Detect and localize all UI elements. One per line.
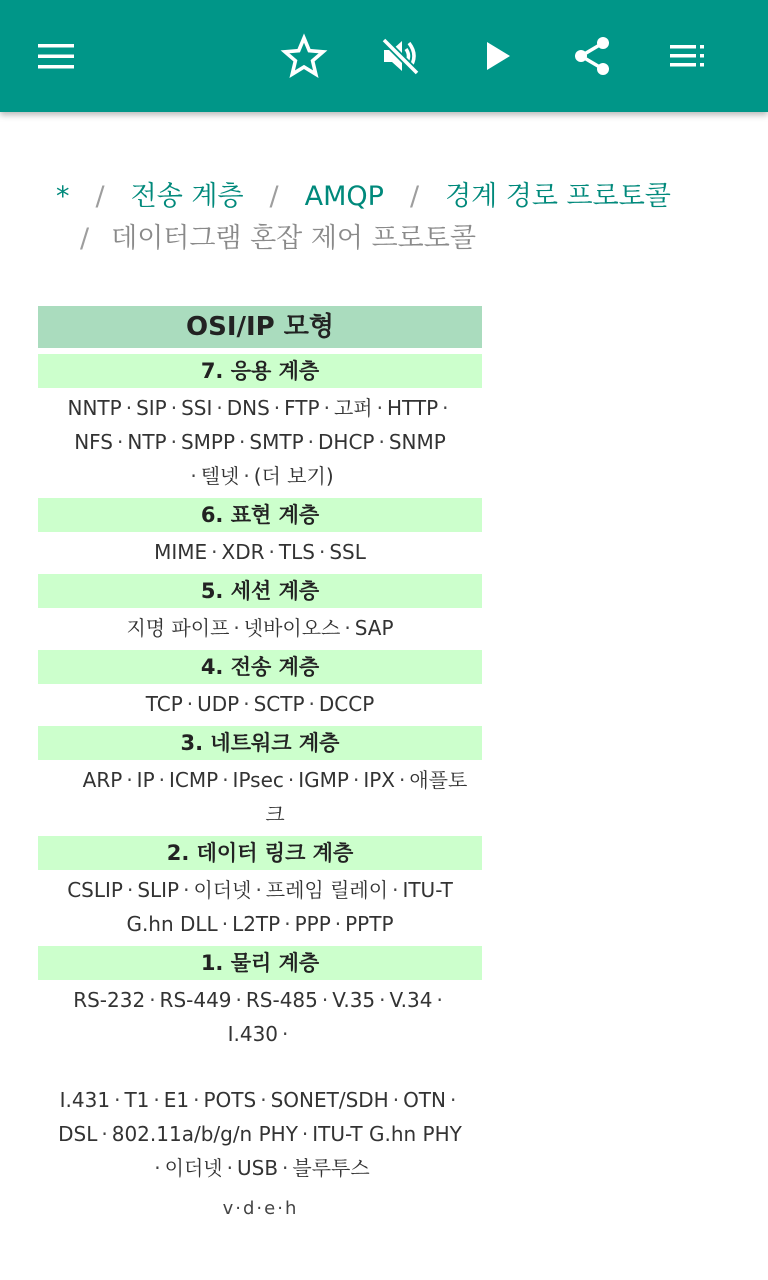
list-separator: · xyxy=(268,540,275,564)
list-separator: · xyxy=(379,988,386,1012)
navbox-link[interactable]: DNS xyxy=(226,396,270,420)
navbox-link[interactable]: 블루투스 xyxy=(292,1156,370,1180)
navbox-group-list xyxy=(35,760,515,836)
breadcrumb-separator: / xyxy=(269,181,279,212)
navbox-link[interactable]: G.hn DLL xyxy=(126,912,218,936)
breadcrumb-separator: / xyxy=(409,181,420,212)
navbox-link[interactable]: SMPP xyxy=(180,430,236,454)
navbox-groups xyxy=(38,354,482,1190)
navbox-link[interactable]: RS-232 xyxy=(73,988,146,1012)
navbox-link[interactable]: NNTP xyxy=(67,396,122,420)
navbox-link[interactable]: XDR xyxy=(221,540,265,564)
navbox-link[interactable]: 이더넷 xyxy=(164,1156,223,1180)
navbox-list-line xyxy=(38,611,482,645)
navbox-list-line xyxy=(38,873,482,907)
navbox-link[interactable]: T1 xyxy=(124,1088,150,1112)
navbox-list-line xyxy=(38,907,482,941)
navbox-link[interactable]: OTN xyxy=(403,1088,446,1112)
navbox-link[interactable]: PPP xyxy=(294,912,331,936)
list-separator: · xyxy=(126,878,134,902)
list-separator: · xyxy=(442,396,449,420)
navbox-link[interactable]: V.34 xyxy=(389,988,433,1012)
navbox-group-list xyxy=(38,608,482,650)
breadcrumb-item-bgp[interactable]: 경계 경로 프로토콜 xyxy=(445,181,671,212)
navbox-link[interactable]: NFS xyxy=(74,430,113,454)
list-separator: · xyxy=(239,430,246,454)
osi-model-navbox xyxy=(38,306,482,1219)
navbox-footer-link[interactable]: h xyxy=(284,1198,298,1219)
list-separator: · xyxy=(186,692,194,716)
list-separator: · xyxy=(318,540,326,564)
navbox-link[interactable]: TCP xyxy=(145,692,183,716)
navbox-list-line xyxy=(38,391,482,425)
list-separator: · xyxy=(256,1198,264,1219)
navbox-link[interactable]: RS-485 xyxy=(245,988,318,1012)
navbox-link[interactable]: PPTP xyxy=(345,912,394,936)
navbox-group-list xyxy=(38,532,482,574)
list-separator: · xyxy=(376,396,383,420)
navbox-link[interactable]: DHCP xyxy=(318,430,375,454)
navbox-list-line xyxy=(38,1017,482,1051)
navbox-link[interactable]: NTP xyxy=(127,430,167,454)
navbox-link[interactable]: ITU-T G.hn PHY xyxy=(312,1122,462,1146)
list-separator: · xyxy=(392,878,399,902)
navbox-list-line xyxy=(38,687,482,721)
list-separator: · xyxy=(260,1088,267,1112)
navbox-link[interactable]: 텔넷 xyxy=(200,464,240,488)
list-separator: · xyxy=(277,1198,284,1219)
share-icon[interactable] xyxy=(568,32,616,80)
list-separator: · xyxy=(222,768,229,792)
list-separator: · xyxy=(117,430,124,454)
navbox-link[interactable]: I.431 xyxy=(59,1088,111,1112)
navbox-link[interactable]: SONET/SDH xyxy=(270,1088,389,1112)
navbox-link[interactable]: ARP xyxy=(82,768,123,792)
navbox-group-heading[interactable]: 4. 전송 계층 xyxy=(38,650,482,684)
list-separator: · xyxy=(101,1122,108,1146)
list-separator: · xyxy=(125,396,133,420)
navbox-link[interactable]: SIP xyxy=(136,396,167,420)
navbox-link[interactable]: 프레임 릴레이 xyxy=(265,878,389,902)
navbox-link[interactable]: V.35 xyxy=(332,988,376,1012)
breadcrumb xyxy=(56,176,746,260)
navbox-group-heading[interactable]: 2. 데이터 링크 계층 xyxy=(38,836,482,870)
list-separator: · xyxy=(235,988,242,1012)
list-separator: · xyxy=(216,396,223,420)
navbox-link[interactable]: IPsec xyxy=(232,768,284,792)
navbox-link[interactable]: SLIP xyxy=(137,878,180,902)
navbox-link[interactable]: ITU-T xyxy=(402,878,453,902)
navbox-link[interactable]: E1 xyxy=(163,1088,190,1112)
list-separator: · xyxy=(308,692,315,716)
volume-off-icon[interactable] xyxy=(376,32,424,80)
list-separator: · xyxy=(183,878,190,902)
navbox-link[interactable]: 지명 파이프 xyxy=(126,616,230,640)
navbox-link[interactable]: (더 보기) xyxy=(253,464,334,488)
breadcrumb-separator: / xyxy=(80,223,90,254)
navbox-list-line xyxy=(38,535,482,569)
navbox-link[interactable]: DSL xyxy=(58,1122,98,1146)
navbox-link[interactable]: USB xyxy=(236,1156,279,1180)
navbox-link[interactable]: 크 xyxy=(265,802,285,826)
navbox-list-line xyxy=(38,425,482,459)
list-separator: · xyxy=(221,912,229,936)
navbox-link[interactable]: 넷바이오스 xyxy=(243,616,341,640)
navbox-link[interactable]: SSL xyxy=(329,540,366,564)
list-separator: · xyxy=(307,430,314,454)
list-separator: · xyxy=(255,878,262,902)
breadcrumb-current: 데이터그램 혼잡 제어 프로토콜 xyxy=(111,223,476,254)
navbox-link[interactable]: 고퍼 xyxy=(333,396,373,420)
navbox-link[interactable]: IP xyxy=(136,768,155,792)
list-separator: · xyxy=(243,464,250,488)
navbox-group-list xyxy=(38,980,482,1190)
navbox-group-heading[interactable]: 7. 응용 계층 xyxy=(38,354,482,388)
navbox-link[interactable]: SSI xyxy=(181,396,213,420)
list-separator: · xyxy=(392,1088,400,1112)
list-separator: · xyxy=(190,464,197,488)
list-separator: · xyxy=(282,1022,289,1046)
navbox-link[interactable]: UDP xyxy=(197,692,240,716)
list-separator: · xyxy=(233,616,240,640)
list-separator: · xyxy=(226,1156,233,1180)
list-separator: · xyxy=(154,1156,161,1180)
navbox-link[interactable]: SMTP xyxy=(249,430,304,454)
list-separator: · xyxy=(170,430,177,454)
list-separator: · xyxy=(193,1088,200,1112)
navbox-footer-link[interactable]: e xyxy=(264,1198,277,1219)
navbox-title: OSI/IP 모형 xyxy=(38,306,482,348)
list-separator: · xyxy=(158,768,165,792)
navbox-link[interactable]: POTS xyxy=(203,1088,257,1112)
list-separator: · xyxy=(282,1156,289,1180)
navbox-link[interactable]: I.430 xyxy=(227,1022,279,1046)
navbox-footer-link[interactable]: v xyxy=(222,1198,235,1219)
list-separator: · xyxy=(321,988,329,1012)
list-separator: · xyxy=(352,768,360,792)
navbox-list-line xyxy=(38,1083,482,1117)
navbox-link[interactable]: L2TP xyxy=(232,912,281,936)
navbox-list-line xyxy=(35,797,515,831)
navbox-link[interactable]: DCCP xyxy=(318,692,375,716)
list-separator: · xyxy=(449,1088,457,1112)
list-separator: · xyxy=(126,768,133,792)
breadcrumb-item-amqp[interactable]: AMQP xyxy=(304,181,384,212)
list-separator: · xyxy=(211,540,218,564)
list-separator: · xyxy=(334,912,342,936)
navbox-footer-link[interactable]: d xyxy=(242,1198,256,1219)
navbox-list-line xyxy=(38,1151,482,1185)
navbox-list-line xyxy=(38,983,482,1017)
list-separator: · xyxy=(323,396,330,420)
navbox-link[interactable]: TLS xyxy=(278,540,315,564)
list-separator: · xyxy=(398,768,406,792)
navbox-link[interactable]: CSLIP xyxy=(67,878,123,902)
list-separator: · xyxy=(153,1088,160,1112)
star-outline-icon[interactable] xyxy=(280,32,328,80)
list-separator: · xyxy=(287,768,295,792)
list-separator: · xyxy=(301,1122,309,1146)
navbox-link[interactable]: 802.11a/b/g/n PHY xyxy=(111,1122,298,1146)
navbox-link[interactable]: IGMP xyxy=(298,768,349,792)
navbox-link[interactable]: IPX xyxy=(363,768,395,792)
navbox-link[interactable]: SAP xyxy=(354,616,394,640)
navbox-footer-links xyxy=(38,1198,482,1219)
breadcrumb-separator: / xyxy=(95,181,105,212)
list-separator: · xyxy=(273,396,281,420)
navbox-group-list xyxy=(38,684,482,726)
list-separator: · xyxy=(378,430,385,454)
list-separator: · xyxy=(344,616,351,640)
navbox-group-list xyxy=(38,870,482,946)
navbox-list-line xyxy=(38,459,482,493)
play-icon[interactable] xyxy=(474,32,522,80)
playlist-icon[interactable] xyxy=(664,32,712,80)
navbox-group-heading[interactable]: 5. 세션 계층 xyxy=(38,574,482,608)
list-separator: · xyxy=(170,396,178,420)
navbox-group-list xyxy=(38,388,482,498)
breadcrumb-item-transport-layer[interactable]: 전송 계층 xyxy=(130,181,244,212)
navbox-group-heading[interactable]: 3. 네트워크 계층 xyxy=(38,726,482,760)
navbox-link[interactable]: RS-449 xyxy=(159,988,232,1012)
menu-icon[interactable] xyxy=(32,32,80,80)
navbox-link[interactable]: ICMP xyxy=(169,768,219,792)
list-separator: · xyxy=(284,912,291,936)
navbox-list-line xyxy=(38,1051,482,1083)
navbox-link[interactable]: FTP xyxy=(284,396,320,420)
navbox-group-heading[interactable]: 6. 표현 계층 xyxy=(38,498,482,532)
navbox-link[interactable]: SCTP xyxy=(253,692,305,716)
breadcrumb-root[interactable]: * xyxy=(56,181,70,212)
navbox-link[interactable]: 이더넷 xyxy=(193,878,252,902)
list-separator: · xyxy=(243,692,250,716)
navbox-group-heading[interactable]: 1. 물리 계층 xyxy=(38,946,482,980)
navbox-link[interactable]: HTTP xyxy=(386,396,439,420)
list-separator: · xyxy=(149,988,156,1012)
list-separator: · xyxy=(114,1088,121,1112)
navbox-list-line xyxy=(35,763,515,797)
list-separator: · xyxy=(235,1198,242,1219)
list-separator: · xyxy=(436,988,443,1012)
navbox-link[interactable]: SNMP xyxy=(388,430,446,454)
app-toolbar xyxy=(0,0,768,112)
navbox-link[interactable]: 애플토 xyxy=(409,768,468,792)
navbox-list-line xyxy=(38,1117,482,1151)
navbox-link[interactable]: MIME xyxy=(154,540,208,564)
